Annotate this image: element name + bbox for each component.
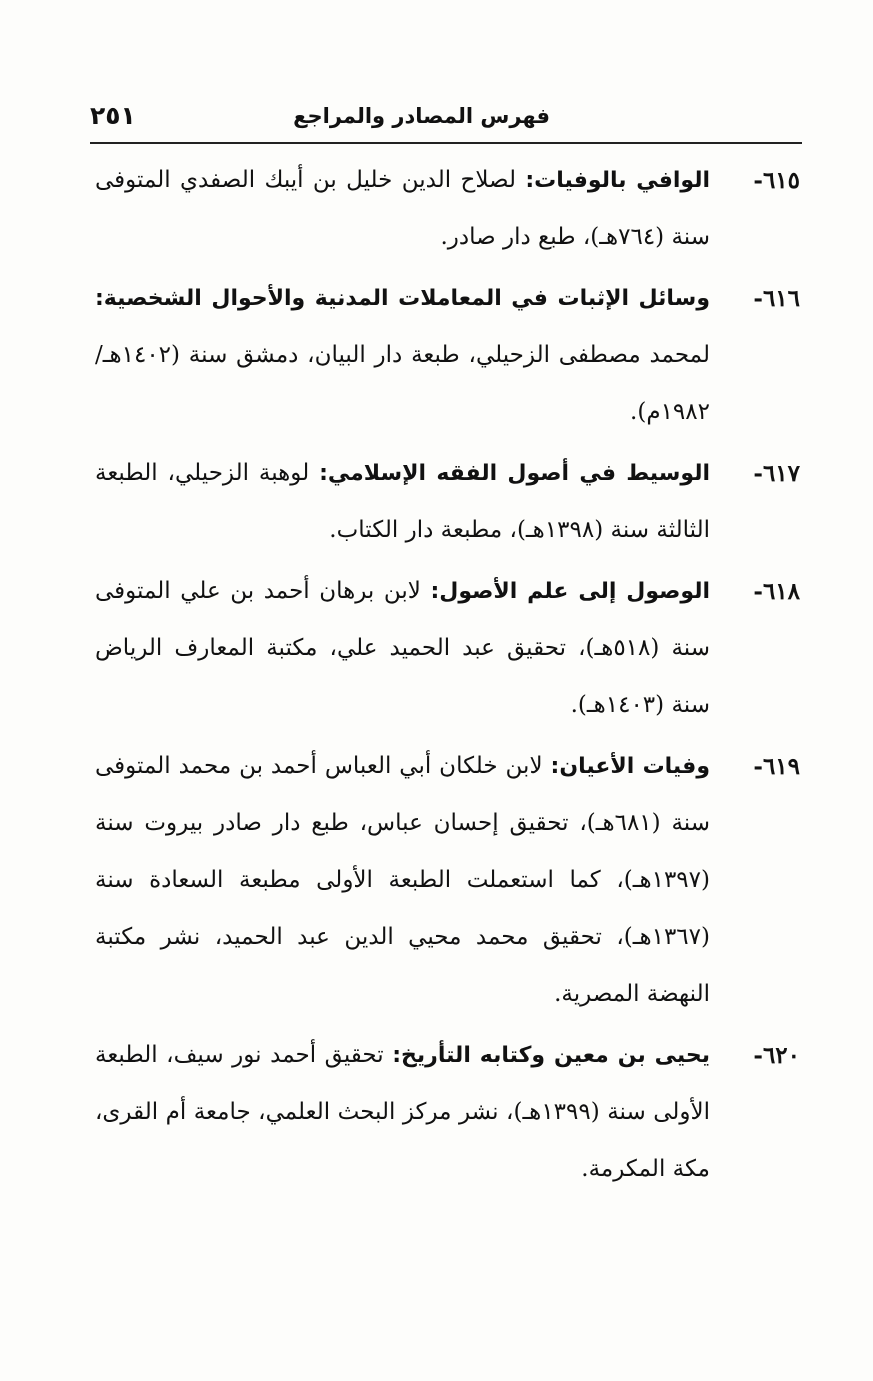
entry-number: ٦٢٠- (753, 1042, 800, 1069)
bibliography-entry (95, 1027, 800, 1198)
entry-number: ٦١٥- (753, 167, 800, 194)
header-rule (90, 142, 802, 144)
entry-title: يحيى بن معين وكتابه التأريخ: (392, 1043, 711, 1068)
bibliography-entry (95, 563, 800, 734)
entry-number: ٦١٧- (753, 460, 800, 487)
page-number: ٢٥١ (90, 101, 136, 130)
bibliography-entry (95, 738, 800, 1023)
bibliography-entry (95, 445, 800, 559)
entry-title: وسائل الإثبات في المعاملات المدنية والأحوال الشخصية: (95, 286, 710, 311)
bibliography-list (95, 152, 800, 1202)
entry-body: لمحمد مصطفى الزحيلي، طبعة دار البيان، دمشق سنة (١٤٠٢هـ/ ١٩٨٢م). (95, 342, 710, 425)
entry-body: لوهبة الزحيلي، الطبعة الثالثة سنة (١٣٩٨هـ)، مطبعة دار الكتاب. (95, 460, 710, 543)
bibliography-entry (95, 152, 800, 266)
entry-number: ٦١٨- (753, 578, 800, 605)
entry-body: لصلاح الدين خليل بن أيبك الصفدي المتوفى سنة (٧٦٤هـ)، طبع دار صادر. (95, 167, 710, 250)
entry-title: الوافي بالوفيات: (525, 168, 710, 193)
entry-body: لابن خلكان أبي العباس أحمد بن محمد المتوفى سنة (٦٨١هـ)، تحقيق إحسان عباس، طبع دار صادر بيروت سنة (١٣٩٧هـ)، كما استعملت الطبعة الأولى مطبعة السعادة سنة (١٣٦٧هـ)، تحقيق محمد محيي الدين عبد الحميد، نشر مكتبة النهضة المصرية. (95, 753, 711, 1007)
entry-body: تحقيق أحمد نور سيف، الطبعة الأولى سنة (١٣٩٩هـ)، نشر مركز البحث العلمي، جامعة أم القرى، مكة المكرمة. (95, 1042, 710, 1182)
bibliography-entry (95, 270, 800, 441)
entry-number: ٦١٩- (753, 753, 800, 780)
entry-title: الوصول إلى علم الأصول: (430, 579, 710, 604)
entry-title: وفيات الأعيان: (550, 754, 710, 779)
entry-body: لابن برهان أحمد بن علي المتوفى سنة (٥١٨هـ)، تحقيق عبد الحميد علي، مكتبة المعارف الرياض سنة (١٤٠٣هـ). (95, 578, 710, 718)
entry-number: ٦١٦- (753, 285, 800, 312)
entry-title: الوسيط في أصول الفقه الإسلامي: (319, 461, 711, 486)
running-title: فهرس المصادر والمراجع (293, 104, 550, 128)
page-header (90, 96, 800, 136)
